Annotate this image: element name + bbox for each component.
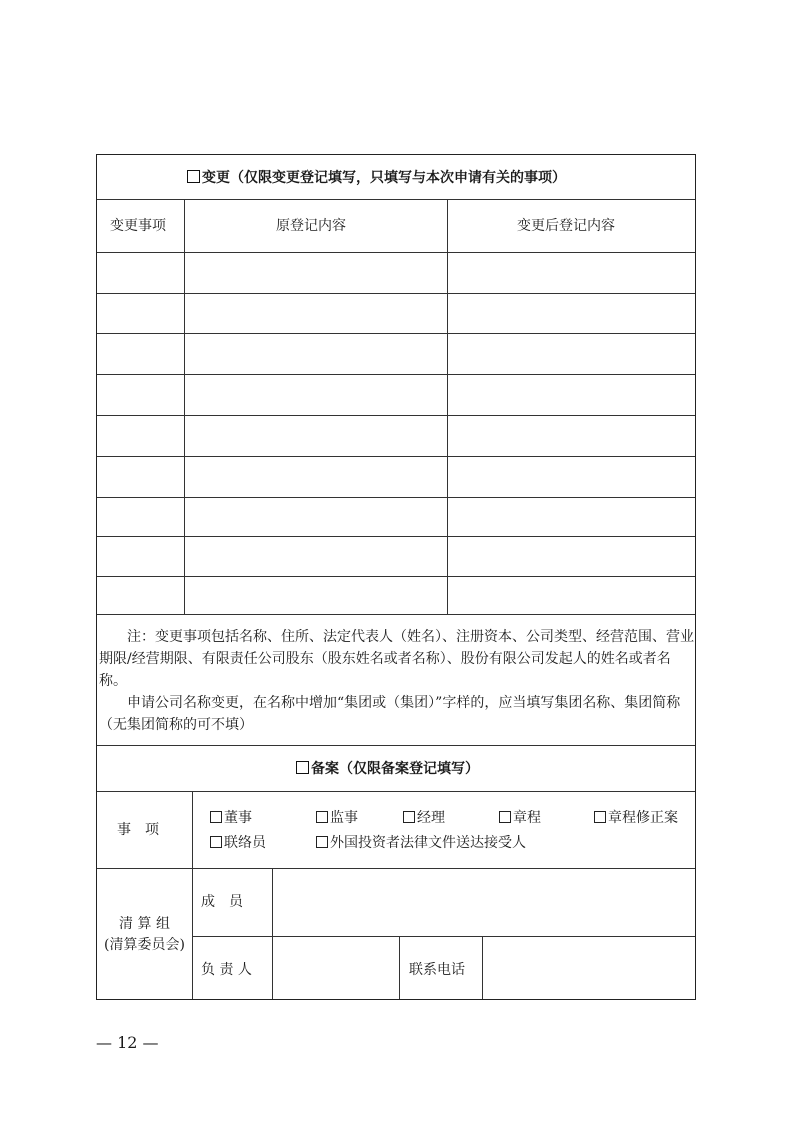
rule (399, 936, 400, 999)
checkbox-icon[interactable] (210, 811, 222, 823)
column-header-original-content: 原登记内容 (276, 218, 346, 234)
option-liaison[interactable]: 联络员 (210, 836, 266, 850)
rule (97, 614, 695, 615)
leader-label: 负 责 人 (201, 962, 252, 978)
change-checkbox[interactable] (187, 170, 200, 183)
liquidation-label-line1: 清 算 组 (119, 916, 170, 932)
option-articles-amendment[interactable]: 章程修正案 (594, 811, 678, 825)
leader-field[interactable] (273, 937, 399, 999)
phone-field[interactable] (483, 937, 695, 999)
checkbox-icon[interactable] (594, 811, 606, 823)
items-label: 事 项 (117, 822, 159, 838)
column-header-change-item: 变更事项 (110, 218, 166, 234)
option-supervisor[interactable]: 监事 (316, 811, 358, 825)
note-paragraph: 注：变更事项包括名称、住所、法定代表人（姓名）、注册资本、公司类型、经营范围、营业期限/经营期限、有限责任公司股东（股东姓名或者名称）、股份有限公司发起人的姓名或者名称。 (99, 629, 694, 689)
note-paragraph: 申请公司名称变更，在名称中增加“集团或（集团）”字样的，应当填写集团名称、集团简称（无集团简称的可不填） (99, 695, 681, 733)
table-row[interactable] (97, 334, 695, 374)
filing-section-title: 备案（仅限备案登记填写） (296, 761, 479, 776)
rule (192, 791, 193, 999)
filing-checkbox[interactable] (296, 761, 309, 774)
option-foreign-investor-agent[interactable]: 外国投资者法律文件送达接受人 (316, 836, 526, 850)
checkbox-icon[interactable] (316, 811, 328, 823)
checkbox-icon[interactable] (210, 836, 222, 848)
checkbox-icon[interactable] (316, 836, 328, 848)
liquidation-label-line2: (清算委员会) (104, 937, 185, 953)
table-row[interactable] (97, 375, 695, 415)
option-articles[interactable]: 章程 (499, 811, 541, 825)
table-row[interactable] (97, 537, 695, 576)
members-field[interactable] (273, 869, 695, 935)
table-row[interactable] (97, 498, 695, 536)
checkbox-icon[interactable] (499, 811, 511, 823)
rule (97, 791, 695, 792)
checkbox-icon[interactable] (403, 811, 415, 823)
option-director[interactable]: 董事 (210, 811, 252, 825)
members-label: 成 员 (201, 894, 243, 910)
table-row[interactable] (97, 416, 695, 456)
option-manager[interactable]: 经理 (403, 811, 445, 825)
change-section-title: 变更（仅限变更登记填写，只填写与本次申请有关的事项） (187, 170, 566, 185)
table-row[interactable] (97, 457, 695, 497)
rule (97, 199, 695, 200)
column-header-new-content: 变更后登记内容 (517, 218, 615, 234)
change-note (99, 626, 695, 736)
page-number: — 12 — (96, 1033, 159, 1052)
table-row[interactable] (97, 253, 695, 293)
table-row[interactable] (97, 577, 695, 614)
phone-label: 联系电话 (409, 962, 465, 978)
rule (97, 745, 695, 746)
registration-form-table (96, 154, 696, 1000)
table-row[interactable] (97, 294, 695, 333)
